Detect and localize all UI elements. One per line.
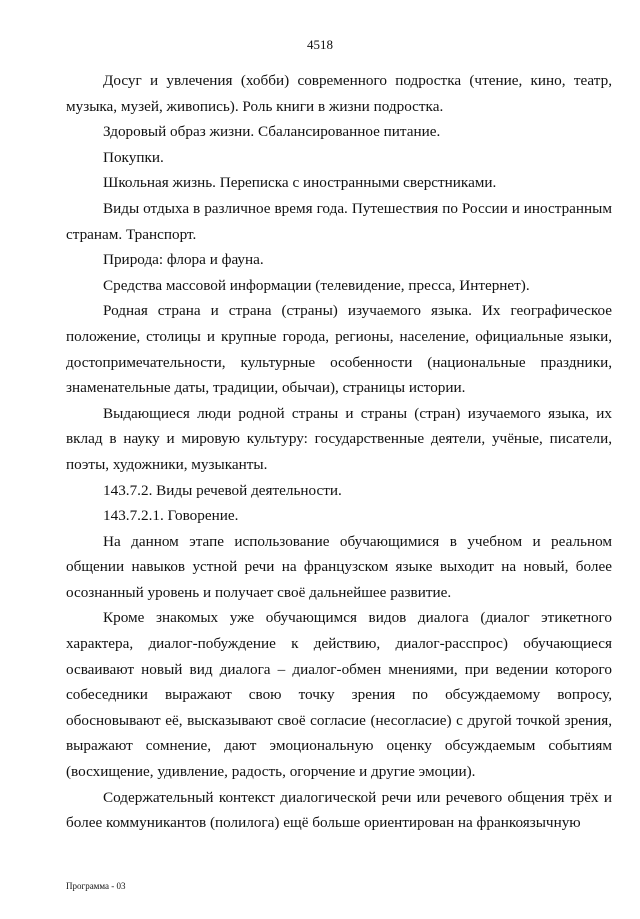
paragraph-school-life: Школьная жизнь. Переписка с иностранными сверстниками. [103,174,497,192]
paragraph-famous-people: Выдающиеся люди родной страны и страны (стран) изучаемого языка, их вклад в науку и мировую культуру: государственные деятели, учёные, писатели, поэты, художники, музыканты. [66,404,612,473]
paragraph-speaking-stage: На данном этапе использование обучающимися в учебном и реальном общении навыков устной речи на французском языке выходит на новый, более осознанный уровень и получает своё дальнейшее развитие. [66,532,612,601]
paragraph-dialogue-types: Кроме знакомых уже обучающимся видов диалога (диалог этикетного характера, диалог-побуждение к действию, диалог-расспрос) обучающиеся осваивают новый вид диалога – диалог-обмен мнениями, при ведении которого собеседники выражают свою точку зрения по обсуждаемому вопросу, обосновывают её, высказывают своё согласие (несогласие) с другой точкой зрения, выражают сомнение, дают эмоциональную оценку обсуждаемым событиям (восхищение, удивление, радость, огорчение и другие эмоции). [66,609,612,781]
page-number: 4518 [307,37,333,52]
paragraph-polylogue: Содержательный контекст диалогической речи или речевого общения трёх и более коммуникантов (полилога) ещё больше ориентирован на франкоязычную [66,788,612,832]
footer-label: Программа - 03 [66,881,126,891]
paragraph-healthy-lifestyle: Здоровый образ жизни. Сбалансированное питание. [103,123,441,141]
section-heading-speaking: 143.7.2.1. Говорение. [103,507,239,525]
paragraph-nature: Природа: флора и фауна. [103,251,264,269]
paragraph-leisure: Досуг и увлечения (хобби) современного подростка (чтение, кино, театр, музыка, музей, живопись). Роль книги в жизни подростка. [66,72,612,115]
paragraph-media: Средства массовой информации (телевидение, пресса, Интернет). [103,276,530,294]
paragraph-native-country: Родная страна и страна (страны) изучаемого языка. Их географическое положение, столицы и крупные города, регионы, население, официальные языки, достопримечательности, культурные особенности (национальные праздники, знаменательные даты, традиции, обычаи), страницы истории. [66,302,612,397]
body-text [66,68,612,836]
paragraph-shopping: Покупки. [103,148,164,166]
section-heading-speech-activity: 143.7.2. Виды речевой деятельности. [103,481,342,499]
paragraph-travel: Виды отдыха в различное время года. Путешествия по России и иностранным странам. Транспорт. [66,199,612,243]
